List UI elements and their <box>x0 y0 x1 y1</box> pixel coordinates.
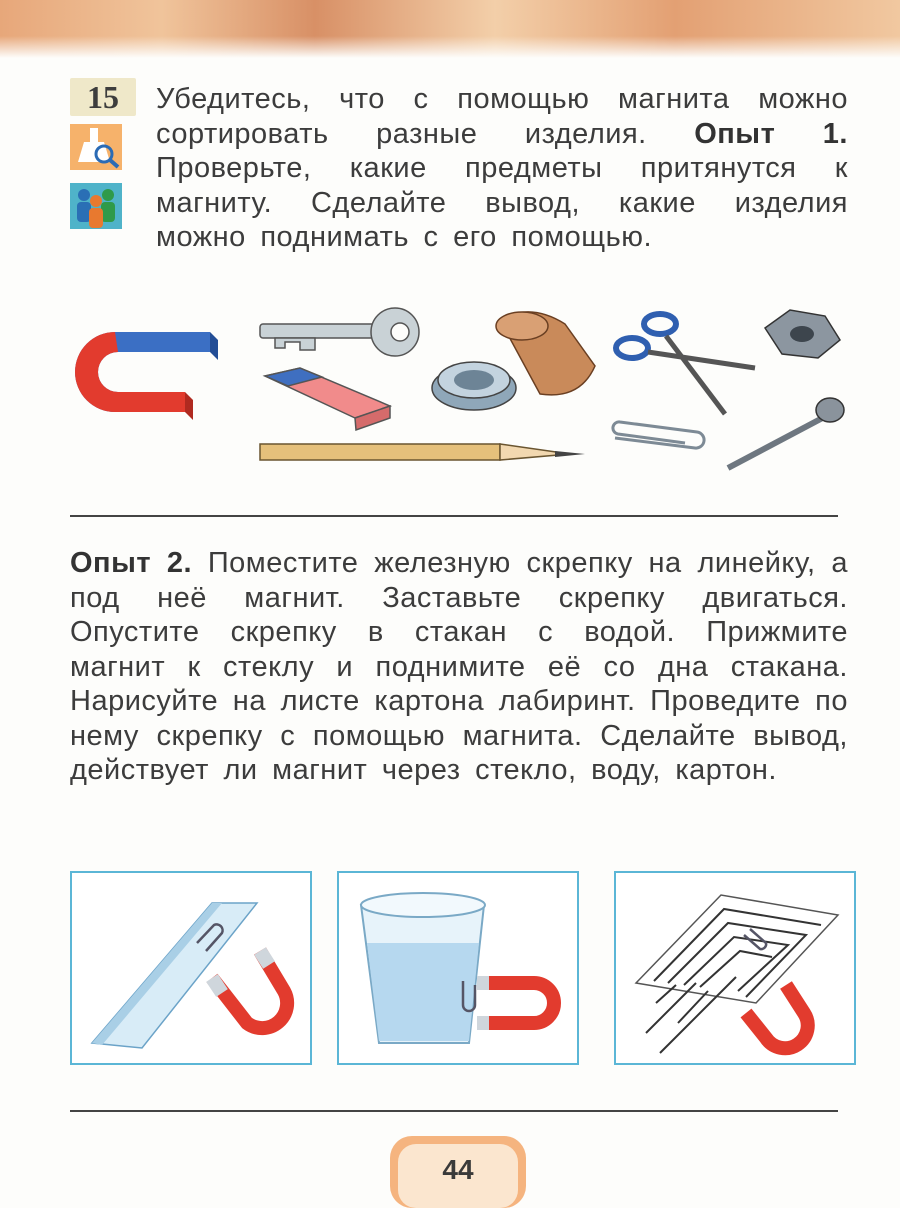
experiment-2-text: Поместите железную скрепку на линейку, а под неё магнит. Заставьте скрепку двигаться. Опустите скрепку в стакан с водой. Прижмите магнит к стеклу и поднимите её со дна стакана. Нарисуйте на листе картона лабиринт. Проведите по нему скрепку с помощью магнита. Сделайте вывод, действует ли магнит через стекло, воду, картон. <box>70 547 848 786</box>
key-icon <box>260 308 419 356</box>
divider-bottom <box>70 1110 838 1112</box>
people-group-icon <box>70 183 122 229</box>
hex-nut-icon <box>765 310 840 358</box>
flask-magnifier-icon <box>70 124 122 170</box>
paperclip-icon <box>613 422 704 448</box>
horseshoe-magnet-icon <box>75 332 218 420</box>
ruler-experiment-image <box>70 871 312 1065</box>
experiment-1-text: Проверьте, какие предметы притянутся к магниту. Сделайте вывод, какие изделия можно поднимать с его помощью. <box>156 152 848 253</box>
eraser-icon <box>265 368 390 430</box>
divider-top <box>70 515 838 517</box>
bottle-cap-icon <box>432 362 516 410</box>
page-number: 44 <box>398 1144 518 1208</box>
page-number-tab <box>390 1136 526 1208</box>
glass-experiment-image <box>337 871 579 1065</box>
task-number: 15 <box>70 78 136 116</box>
objects-illustration <box>60 296 860 476</box>
maze-experiment-image <box>614 871 856 1065</box>
nail-icon <box>728 398 844 468</box>
experiment-2-label: Опыт 2. <box>70 547 193 579</box>
experiment-2 <box>70 546 848 788</box>
experiment-1-label: Опыт 1. <box>694 117 848 150</box>
top-banner <box>0 0 900 58</box>
pencil-icon <box>260 444 585 460</box>
task-intro: Убедитесь, что с помощью магнита можно сортировать разные изделия. <box>156 83 848 150</box>
scissors-icon <box>616 314 755 414</box>
task-text <box>156 82 848 255</box>
